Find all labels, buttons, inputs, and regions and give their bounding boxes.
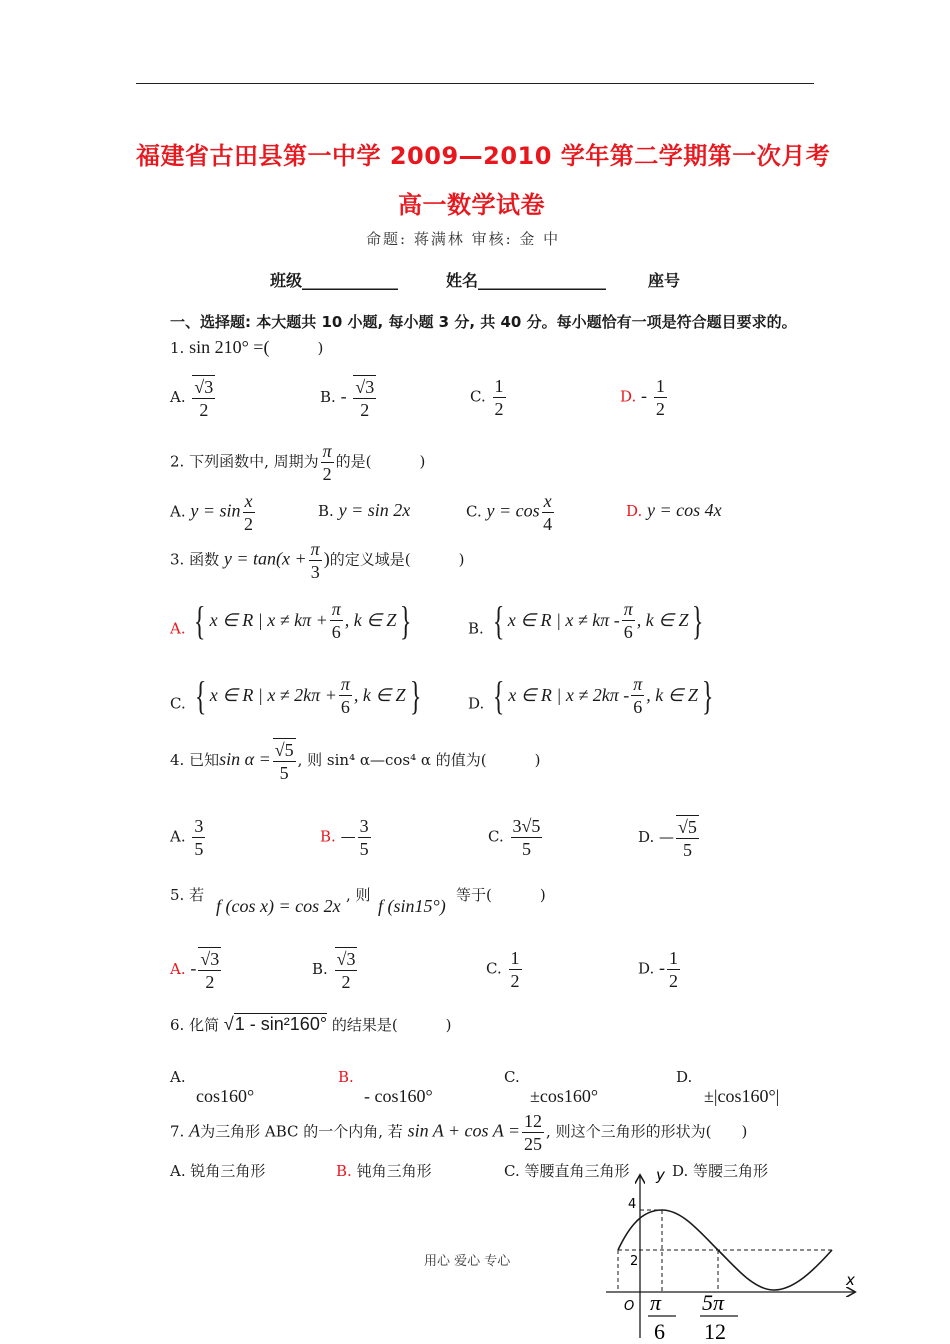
q3-three: 3 — [310, 562, 320, 582]
class-field[interactable] — [270, 268, 398, 291]
q3-a-den: 6 — [331, 622, 341, 642]
q7-close: ) — [741, 1122, 748, 1141]
q3-b-post: , k ∈ Z — [636, 610, 689, 630]
q5-number: 5. — [170, 886, 185, 904]
q5-c-den: 2 — [510, 971, 520, 991]
q3-a-post: , k ∈ Z — [344, 610, 397, 630]
q5-option-d[interactable] — [638, 947, 682, 992]
q2-c-den: 4 — [543, 514, 553, 534]
q4-d-den: 5 — [682, 840, 692, 860]
graph-x-tick-2-den: 12 — [704, 1319, 726, 1344]
class-blank: ____________ — [302, 271, 399, 290]
q1-option-a[interactable] — [170, 375, 217, 421]
q6-option-c[interactable] — [504, 1068, 598, 1107]
q6-expr: 1 - sin²160° — [234, 1014, 328, 1034]
q4-den: 5 — [279, 763, 289, 783]
q4-d-num: √5 — [678, 817, 697, 837]
q4-tail: , 则 sin⁴ α—cos⁴ α 的值为( — [297, 751, 487, 769]
question-1 — [170, 337, 323, 358]
q3-c-lbrace: { — [194, 672, 206, 718]
q2-option-c-letter: C. — [466, 502, 482, 521]
q2-stem: 下列函数中, 周期为 — [189, 452, 319, 471]
q4-option-a[interactable] — [170, 815, 207, 860]
q4-option-c-letter: C. — [488, 827, 504, 846]
q2-number: 2. — [170, 452, 185, 471]
graph-y-tick-2: 2 — [630, 1254, 639, 1269]
q2-option-c[interactable] — [466, 490, 556, 535]
q1-option-d[interactable] — [620, 375, 669, 420]
q5-close: ) — [539, 886, 546, 904]
graph-x-label: x — [846, 1271, 855, 1289]
q1-option-b[interactable] — [320, 375, 378, 421]
q7-expr: sin A + cos A = — [407, 1120, 521, 1141]
q4-num: √5 — [274, 740, 294, 760]
q2-c-num: x — [543, 491, 552, 511]
q4-option-a-letter: A. — [170, 827, 186, 846]
q3-a-rbrace: } — [400, 597, 412, 643]
q3-close: ) — [458, 550, 465, 569]
q3-b-lbrace: { — [492, 597, 504, 643]
q3-a-num: π — [331, 599, 341, 619]
q3-stem: 函数 — [189, 550, 220, 569]
name-field[interactable] — [446, 268, 606, 291]
exam-authors: 命题: 蒋满林 审核: 金 中 — [366, 230, 561, 248]
q5-d-num: 1 — [669, 948, 679, 968]
q4-a-num: 3 — [194, 816, 204, 836]
q3-a-pre: x ∈ R | x ≠ kπ + — [209, 610, 328, 630]
q5-mid: , 则 — [346, 886, 371, 904]
q1-option-a-letter: A. — [170, 388, 186, 406]
q3-pi: π — [310, 539, 320, 559]
q7-b-text: 钝角三角形 — [356, 1162, 432, 1180]
q1-d-sign: - — [641, 385, 648, 406]
q6-b-expr: - cos160° — [364, 1086, 433, 1106]
q5-d-sign: - — [659, 957, 666, 978]
q2-d-expr: y = cos 4x — [647, 500, 722, 520]
q3-option-b[interactable] — [468, 598, 708, 643]
question-3 — [170, 538, 464, 583]
graph-y-tick-4: 4 — [628, 1197, 637, 1212]
q3-option-c[interactable] — [170, 673, 425, 718]
q7-option-a[interactable] — [170, 1160, 265, 1181]
q3-option-a-letter: A. — [170, 619, 186, 638]
q1-a-num: √3 — [194, 377, 214, 397]
q3-d-lbrace: { — [492, 672, 505, 718]
q6-option-d[interactable] — [676, 1068, 779, 1107]
q3-d-pre: x ∈ R | x ≠ 2kπ - — [508, 685, 630, 705]
q3-b-pre: x ∈ R | x ≠ kπ - — [507, 610, 620, 630]
q3-d-post: , k ∈ Z — [646, 685, 698, 705]
q3-c-pre: x ∈ R | x ≠ 2kπ + — [209, 685, 337, 705]
question-2 — [170, 440, 425, 485]
q2-close: ) — [419, 452, 426, 471]
q7-option-b[interactable] — [336, 1160, 432, 1181]
q3-option-b-letter: B. — [468, 619, 484, 638]
q5-d-den: 2 — [669, 971, 679, 991]
q4-c-den: 5 — [521, 839, 531, 859]
q7-c-text: C. 等腰直角三角形 — [504, 1162, 630, 1180]
q4-b-den: 5 — [359, 839, 369, 859]
footer-text: 用心 爱心 专心 — [424, 1254, 511, 1269]
q5-c-num: 1 — [510, 948, 520, 968]
q4-option-c[interactable] — [488, 815, 544, 860]
q7-option-b-letter: B. — [336, 1162, 352, 1180]
q6-option-a[interactable] — [170, 1068, 254, 1107]
q4-d-sign: — — [659, 828, 675, 846]
q1-option-d-letter: D. — [620, 387, 637, 406]
q4-option-b[interactable] — [320, 815, 373, 860]
q6-d-expr: ±|cos160°| — [704, 1086, 780, 1106]
q6-close: ) — [445, 1016, 452, 1034]
q2-option-b-letter: B. — [318, 502, 334, 520]
q4-sin: sin α = — [219, 749, 271, 769]
q3-c-post: , k ∈ Z — [353, 685, 406, 705]
exam-title-line2: 高一数学试卷 — [398, 191, 545, 219]
q1-option-c[interactable] — [470, 375, 508, 420]
q1-stem: sin 210° =( — [189, 337, 270, 357]
q1-c-den: 2 — [494, 399, 504, 419]
q5-option-d-letter: D. — [638, 959, 655, 978]
q7-a-text: A. 锐角三角形 — [170, 1162, 266, 1180]
q5-tail: 等于( — [456, 886, 492, 904]
class-label: 班级 — [270, 271, 303, 290]
q3-d-rbrace: } — [701, 672, 714, 718]
q6-c-expr: ±cos160° — [530, 1086, 599, 1106]
q4-b-sign: — — [340, 827, 356, 846]
q3-b-num: π — [623, 599, 633, 619]
section-title: 一、选择题: 本大题共 10 小题, 每小题 3 分, 共 40 分。每小题恰有一项是符合题目要求的。 — [170, 313, 797, 331]
q7-den: 25 — [524, 1134, 543, 1154]
q7-var: A — [189, 1120, 201, 1141]
q5-b-den: 2 — [341, 972, 351, 992]
q1-close: ) — [317, 339, 324, 357]
q5-b-num: √3 — [336, 949, 356, 969]
q3-option-c-letter: C. — [170, 694, 186, 713]
q5-option-c[interactable] — [486, 947, 524, 992]
question-4 — [170, 738, 541, 784]
q1-b-den: 2 — [360, 400, 370, 420]
q5-given-expr: f (cos x) = cos 2x — [216, 896, 341, 916]
graph-x-tick-2-num: 5π — [702, 1290, 725, 1315]
q2-a-pre: y = sin — [190, 500, 241, 521]
q2-option-d-letter: D. — [626, 502, 643, 520]
q6-stem: 化简 — [189, 1016, 220, 1034]
q3-func: y = tan(x + — [223, 548, 307, 569]
q5-option-b-letter: B. — [312, 960, 328, 978]
graph-x-tick-1-num: π — [650, 1290, 662, 1315]
q2-tail: 的是( — [335, 452, 372, 471]
question-7 — [170, 1110, 747, 1155]
q6-a-expr: cos160° — [196, 1086, 255, 1106]
q7-stem: 为三角形 ABC 的一个内角, 若 — [200, 1122, 403, 1141]
q1-number: 1. — [170, 339, 185, 357]
question-6: 6. 化简 √1 - sin²160° 的结果是( ) — [170, 1014, 452, 1034]
q5-option-b[interactable] — [312, 947, 359, 993]
q1-c-num: 1 — [494, 376, 504, 396]
top-rule — [136, 83, 814, 84]
graph-x-tick-1-den: 6 — [654, 1319, 665, 1344]
q2-option-a-letter: A. — [170, 502, 186, 521]
q3-c-num: π — [340, 674, 350, 694]
question-5 — [170, 884, 204, 905]
q1-option-c-letter: C. — [470, 387, 486, 406]
q2-option-d[interactable] — [626, 500, 722, 521]
q5-option-a[interactable] — [170, 947, 223, 993]
q5-ask-expr: f (sin15°) — [378, 896, 446, 916]
q2-b-expr: y = sin 2x — [338, 500, 411, 520]
graph-origin: O — [624, 1299, 635, 1314]
q2-option-a[interactable] — [170, 490, 257, 535]
q6-option-d-letter: D. — [676, 1068, 693, 1086]
q3-d-den: 6 — [633, 697, 643, 717]
q2-a-num: x — [244, 491, 253, 511]
seat-label: 座号 — [648, 271, 681, 290]
q2-option-b[interactable] — [318, 500, 410, 521]
q4-option-b-letter: B. — [320, 827, 336, 846]
q6-option-b-letter: B. — [338, 1068, 354, 1086]
q3-option-d[interactable] — [468, 673, 717, 718]
q4-number: 4. — [170, 751, 185, 769]
q6-number: 6. — [170, 1016, 185, 1034]
q5-a-num: √3 — [200, 949, 220, 969]
q5-option-a-letter: A. — [170, 960, 186, 978]
sine-graph-figure — [596, 1168, 866, 1344]
q5-given — [216, 896, 341, 917]
q4-b-num: 3 — [359, 816, 369, 836]
q3-tail: 的定义域是( — [329, 550, 411, 569]
q5-a-sign: - — [190, 958, 197, 978]
q5-tail-text — [456, 884, 546, 905]
q1-d-den: 2 — [655, 399, 665, 419]
q5-option-c-letter: C. — [486, 959, 502, 978]
name-blank: ________________ — [478, 271, 607, 290]
q2-c-pre: y = cos — [486, 500, 540, 521]
q2-two: 2 — [322, 464, 332, 484]
q6-option-c-letter: C. — [504, 1068, 520, 1086]
q6-tail: 的结果是( — [331, 1016, 398, 1034]
q3-d-num: π — [633, 674, 643, 694]
q7-num: 12 — [524, 1111, 543, 1131]
graph-y-label: y — [656, 1168, 665, 1184]
q7-number: 7. — [170, 1122, 185, 1141]
q3-option-d-letter: D. — [468, 694, 485, 713]
q3-a-lbrace: { — [194, 597, 206, 643]
q6-option-a-letter: A. — [170, 1068, 186, 1086]
q5-ask — [378, 896, 446, 917]
q2-pi: π — [322, 441, 332, 461]
q4-option-d-letter: D. — [638, 828, 655, 846]
name-label: 姓名 — [446, 271, 479, 290]
q4-stem: 已知 — [189, 751, 220, 769]
exam-title-line1: 福建省古田县第一中学 2009—2010 学年第二学期第一次月考 — [136, 142, 831, 170]
q3-b-den: 6 — [623, 622, 633, 642]
q7-d-text: D. 等腰三角形 — [672, 1162, 769, 1180]
q3-c-rbrace: } — [409, 672, 421, 718]
q7-tail: , 则这个三角形的形状为( — [546, 1122, 712, 1141]
q1-d-num: 1 — [655, 376, 665, 396]
q4-a-den: 5 — [194, 839, 204, 859]
q3-b-rbrace: } — [692, 597, 704, 643]
q1-option-b-letter: B. — [320, 388, 336, 406]
q4-option-d[interactable] — [638, 815, 701, 861]
q3-c-den: 6 — [340, 697, 350, 717]
q6-option-b[interactable] — [338, 1068, 433, 1107]
q2-a-den: 2 — [244, 514, 254, 534]
q5-stem: 若 — [189, 886, 205, 904]
q4-close: ) — [534, 751, 541, 769]
q1-b-sign: - — [340, 386, 347, 406]
q5-a-den: 2 — [205, 972, 215, 992]
q3-close-paren: ) — [323, 548, 330, 569]
q1-b-num: √3 — [355, 377, 375, 397]
q3-number: 3. — [170, 550, 185, 569]
q3-option-a[interactable] — [170, 598, 416, 643]
q5-mid-text — [346, 884, 371, 905]
q1-a-den: 2 — [199, 400, 209, 420]
q4-c-num: 3√5 — [512, 816, 541, 836]
